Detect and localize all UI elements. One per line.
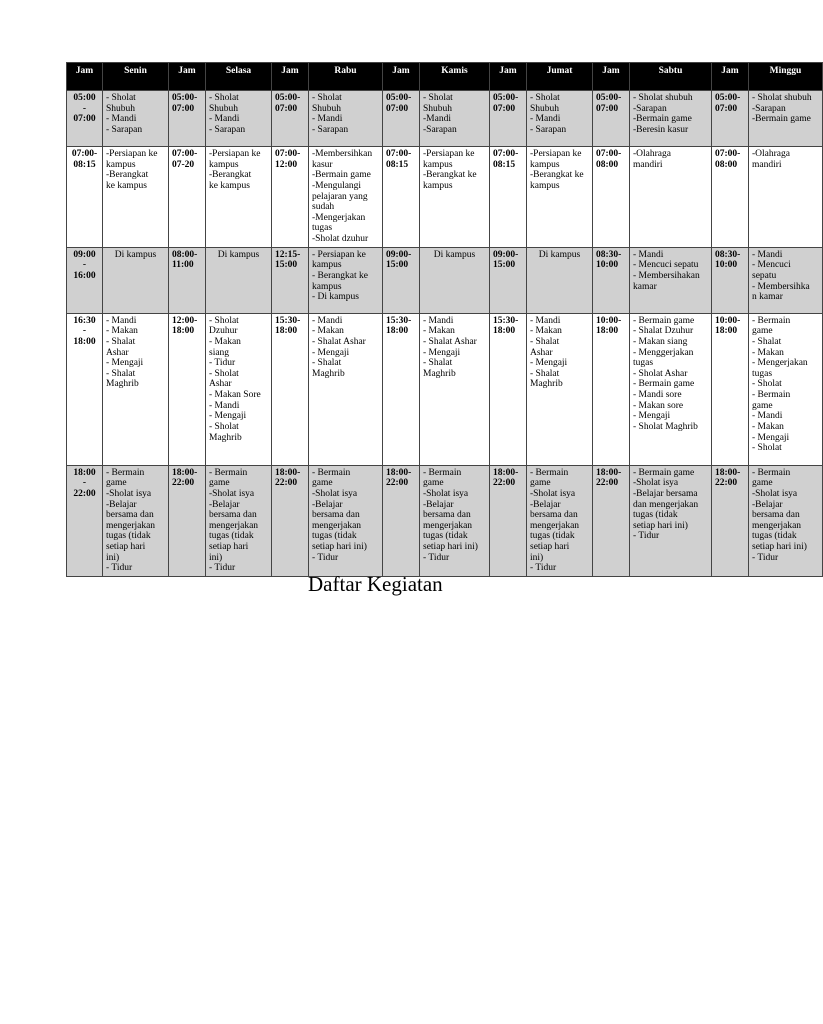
time-cell: 15:30- 18:00 — [272, 313, 309, 465]
activity-cell: Di kampus — [206, 247, 272, 313]
activity-cell: - Mandi - Mencuci sepatu - Membersihakan kamar — [630, 247, 712, 313]
time-cell: 18:00- 22:00 — [490, 465, 527, 576]
table-row — [67, 247, 823, 313]
activity-cell: - Mandi - Makan - Shalat Ashar - Mengaji - Shalat Maghrib — [527, 313, 593, 465]
time-cell: 15:30- 18:00 — [383, 313, 420, 465]
header-jam: Jam — [712, 63, 749, 91]
header-jam: Jam — [67, 63, 103, 91]
time-cell: 07:00- 12:00 — [272, 147, 309, 248]
time-cell: 18:00- 22:00 — [169, 465, 206, 576]
activity-cell: - Mandi - Makan - Shalat Ashar - Mengaji - Shalat Maghrib — [420, 313, 490, 465]
time-cell: 18:00 - 22:00 — [67, 465, 103, 576]
activity-cell: -Persiapan ke kampus -Berangkat ke kampus — [527, 147, 593, 248]
schedule-body — [67, 91, 823, 577]
activity-cell: -Persiapan ke kampus -Berangkat ke kampus — [206, 147, 272, 248]
activity-cell: -Olahraga mandiri — [630, 147, 712, 248]
time-cell: 18:00- 22:00 — [272, 465, 309, 576]
activity-cell: - Mandi - Mencuci sepatu - Membersihka n kamar — [749, 247, 823, 313]
header-kamis: Kamis — [420, 63, 490, 91]
time-cell: 08:00- 11:00 — [169, 247, 206, 313]
page-caption: Daftar Kegiatan — [308, 572, 443, 596]
time-cell: 16:30 - 18:00 — [67, 313, 103, 465]
header-sabtu: Sabtu — [630, 63, 712, 91]
header-rabu: Rabu — [309, 63, 383, 91]
time-cell: 18:00- 22:00 — [712, 465, 749, 576]
activity-cell: -Olahraga mandiri — [749, 147, 823, 248]
table-row — [67, 465, 823, 576]
time-cell: 05:00 - 07:00 — [67, 91, 103, 147]
time-cell: 05:00- 07:00 — [490, 91, 527, 147]
activity-cell: - Bermain game - Shalat Dzuhur - Makan siang - Menggerjakan tugas - Sholat Ashar - Bermain game - Mandi sore - Makan sore - Mengaji - Sholat Maghrib — [630, 313, 712, 465]
header-senin: Senin — [103, 63, 169, 91]
activity-cell: - Persiapan ke kampus - Berangkat ke kampus - Di kampus — [309, 247, 383, 313]
activity-cell: - Sholat Shubuh - Mandi - Sarapan — [103, 91, 169, 147]
time-cell: 07:00- 08:00 — [593, 147, 630, 248]
activity-cell: - Bermain game -Sholat isya -Belajar bersama dan mengerjakan tugas (tidak setiap hari ini) - Tidur — [309, 465, 383, 576]
header-jam: Jam — [490, 63, 527, 91]
activity-cell: -Persiapan ke kampus -Berangkat ke kampus — [103, 147, 169, 248]
activity-cell: - Mandi - Makan - Shalat Ashar - Mengaji - Shalat Maghrib — [103, 313, 169, 465]
header-jam: Jam — [383, 63, 420, 91]
time-cell: 15:30- 18:00 — [490, 313, 527, 465]
activity-cell: - Sholat Shubuh -Mandi -Sarapan — [420, 91, 490, 147]
time-cell: 05:00- 07:00 — [272, 91, 309, 147]
activity-cell: - Bermain game -Sholat isya -Belajar bersama dan mengerjakan tugas (tidak setiap hari ini) - Tidur — [103, 465, 169, 576]
activity-cell: - Bermain game -Sholat isya -Belajar bersama dan mengerjakan tugas (tidak setiap hari ini) - Tidur — [206, 465, 272, 576]
activity-cell: - Sholat shubuh -Sarapan -Bermain game -Beresin kasur — [630, 91, 712, 147]
activity-cell: - Bermain game -Sholat isya -Belajar bersama dan mengerjakan tugas (tidak setiap hari ini) - Tidur — [527, 465, 593, 576]
time-cell: 07:00- 07-20 — [169, 147, 206, 248]
schedule-table — [66, 62, 823, 577]
activity-cell: - Sholat Shubuh - Mandi - Sarapan — [527, 91, 593, 147]
table-row — [67, 147, 823, 248]
header-jumat: Jumat — [527, 63, 593, 91]
table-row — [67, 91, 823, 147]
activity-cell: Di kampus — [527, 247, 593, 313]
time-cell: 07:00- 08:15 — [383, 147, 420, 248]
activity-cell: - Bermain game - Shalat - Makan - Mengerjakan tugas - Sholat - Bermain game - Mandi - Makan - Mengaji - Sholat — [749, 313, 823, 465]
time-cell: 12:00- 18:00 — [169, 313, 206, 465]
activity-cell: - Bermain game -Sholat isya -Belajar bersama dan mengerjakan tugas (tidak setiap hari ini) - Tidur — [630, 465, 712, 576]
header-jam: Jam — [593, 63, 630, 91]
activity-cell: - Sholat Shubuh - Mandi - Sarapan — [309, 91, 383, 147]
time-cell: 09:00- 15:00 — [490, 247, 527, 313]
activity-cell: -Persiapan ke kampus -Berangkat ke kampus — [420, 147, 490, 248]
time-cell: 08:30- 10:00 — [712, 247, 749, 313]
time-cell: 05:00- 07:00 — [712, 91, 749, 147]
time-cell: 08:30- 10:00 — [593, 247, 630, 313]
activity-cell: - Bermain game -Sholat isya -Belajar bersama dan mengerjakan tugas (tidak setiap hari ini) - Tidur — [749, 465, 823, 576]
activity-cell: - Sholat Shubuh - Mandi - Sarapan — [206, 91, 272, 147]
time-cell: 07:00- 08:15 — [490, 147, 527, 248]
time-cell: 10:00- 18:00 — [593, 313, 630, 465]
header-jam: Jam — [272, 63, 309, 91]
header-jam: Jam — [169, 63, 206, 91]
activity-cell: - Mandi - Makan - Shalat Ashar - Mengaji - Shalat Maghrib — [309, 313, 383, 465]
header-row — [67, 63, 823, 91]
time-cell: 05:00- 07:00 — [593, 91, 630, 147]
time-cell: 07:00- 08:15 — [67, 147, 103, 248]
activity-cell: - Sholat shubuh -Sarapan -Bermain game — [749, 91, 823, 147]
time-cell: 09:00- 15:00 — [383, 247, 420, 313]
time-cell: 18:00- 22:00 — [593, 465, 630, 576]
header-minggu: Minggu — [749, 63, 823, 91]
header-selasa: Selasa — [206, 63, 272, 91]
time-cell: 12:15- 15:00 — [272, 247, 309, 313]
time-cell: 05:00- 07:00 — [169, 91, 206, 147]
activity-cell: -Membersihkan kasur -Bermain game -Mengulangi pelajaran yang sudah -Mengerjakan tugas -Sholat dzuhur — [309, 147, 383, 248]
time-cell: 07:00- 08:00 — [712, 147, 749, 248]
activity-cell: Di kampus — [420, 247, 490, 313]
activity-cell: - Bermain game -Sholat isya -Belajar bersama dan mengerjakan tugas (tidak setiap hari ini) - Tidur — [420, 465, 490, 576]
time-cell: 09:00 - 16:00 — [67, 247, 103, 313]
time-cell: 10:00- 18:00 — [712, 313, 749, 465]
schedule-table-container — [66, 62, 812, 577]
time-cell: 05:00- 07:00 — [383, 91, 420, 147]
table-row — [67, 313, 823, 465]
time-cell: 18:00- 22:00 — [383, 465, 420, 576]
activity-cell: Di kampus — [103, 247, 169, 313]
activity-cell: - Sholat Dzuhur - Makan siang - Tidur - Sholat Ashar - Makan Sore - Mandi - Mengaji - Sholat Maghrib — [206, 313, 272, 465]
